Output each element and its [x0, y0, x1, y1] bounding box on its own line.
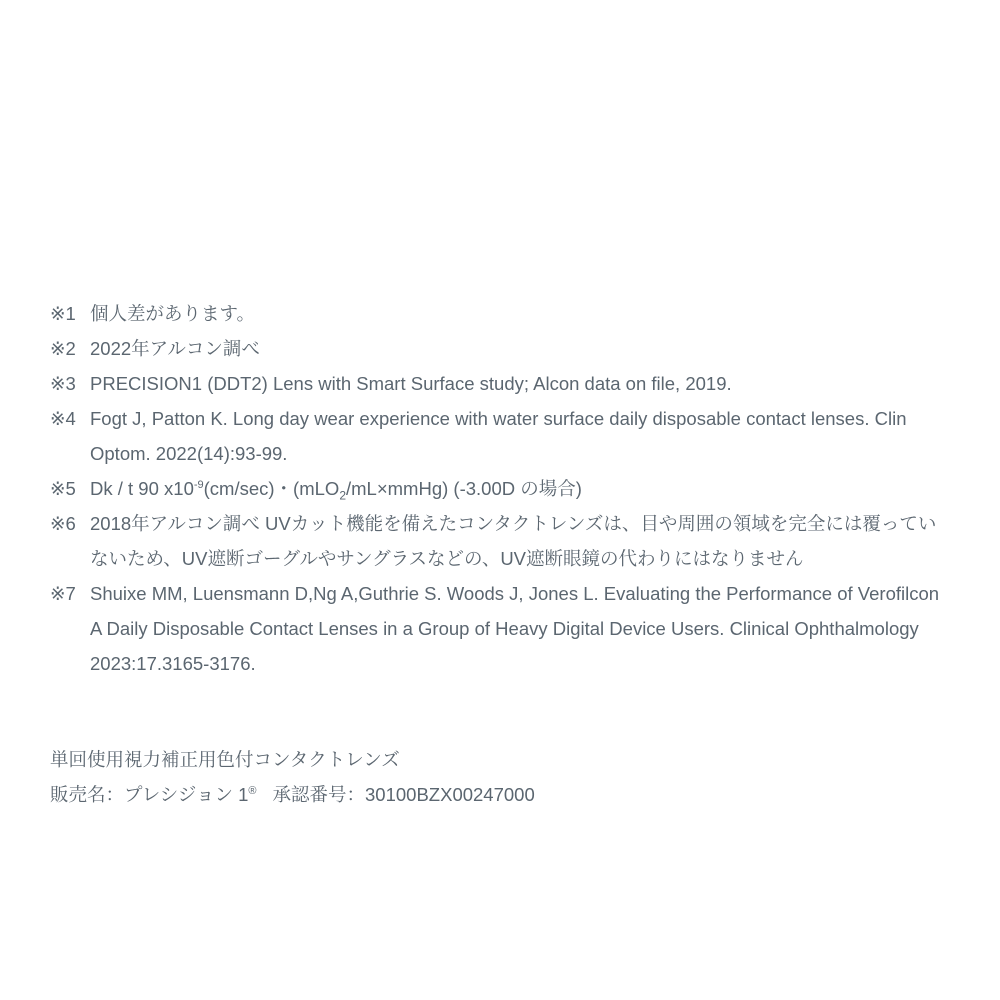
footnote-marker: ※6: [50, 513, 76, 534]
footnote-item: [50, 401, 950, 471]
footnote-marker: ※7: [50, 583, 76, 604]
footnote-text: Fogt J, Patton K. Long day wear experience with water surface daily disposable contact lenses. Clin Optom. 2022(14):93-99.: [90, 408, 907, 464]
footnote-item: [50, 471, 950, 506]
footnote-superscript: -9: [193, 478, 204, 491]
registered-trademark-icon: ®: [248, 784, 257, 797]
product-sales-name: [50, 777, 950, 812]
footnote-item: [50, 331, 950, 366]
footnote-marker: ※4: [50, 408, 76, 429]
footnote-marker: ※3: [50, 373, 76, 394]
footnote-subscript: 2: [339, 488, 346, 503]
footnote-marker: ※5: [50, 478, 76, 499]
product-category: 単回使用視力補正用色付コンタクトレンズ: [50, 749, 400, 770]
sales-name-label: 販売名：プレシジョン 1: [50, 784, 249, 805]
footnote-item: [50, 506, 950, 576]
footnote-text-mid: (cm/sec)・(mLO: [203, 478, 340, 499]
approval-number: 承認番号：30100BZX00247000: [272, 784, 535, 805]
footnote-text: Shuixe MM, Luensmann D,Ng A,Guthrie S. Woods J, Jones L. Evaluating the Performance of Verofilcon A Daily Disposable Contact Lenses in a Group of Heavy Digital Device Users. Clinical Ophthalmology 2023:17.3165-3176.: [90, 583, 940, 674]
footnote-text: 2018年アルコン調べ UVカット機能を備えたコンタクトレンズは、目や周囲の領域を完全には覆っていないため、UV遮断ゴーグルやサングラスなどの、UV遮断眼鏡の代わりにはなりません: [90, 513, 937, 569]
footnote-text: PRECISION1 (DDT2) Lens with Smart Surface study; Alcon data on file, 2019.: [90, 373, 732, 394]
footnote-marker: ※2: [50, 338, 76, 359]
footnote-text: 個人差があります。: [90, 303, 256, 324]
footnote-item: [50, 366, 950, 401]
footnote-item: [50, 576, 950, 681]
footnote-item: [50, 296, 950, 331]
footnote-text-before: Dk / t 90 x10: [90, 478, 194, 499]
footnote-marker: ※1: [50, 303, 76, 324]
footnote-list: [50, 296, 950, 681]
footnote-text: 2022年アルコン調べ: [90, 338, 260, 359]
footnote-text-after: /mL×mmHg) (-3.00D の場合): [346, 478, 582, 499]
footnote-text: [90, 471, 950, 506]
product-info: [50, 742, 950, 812]
